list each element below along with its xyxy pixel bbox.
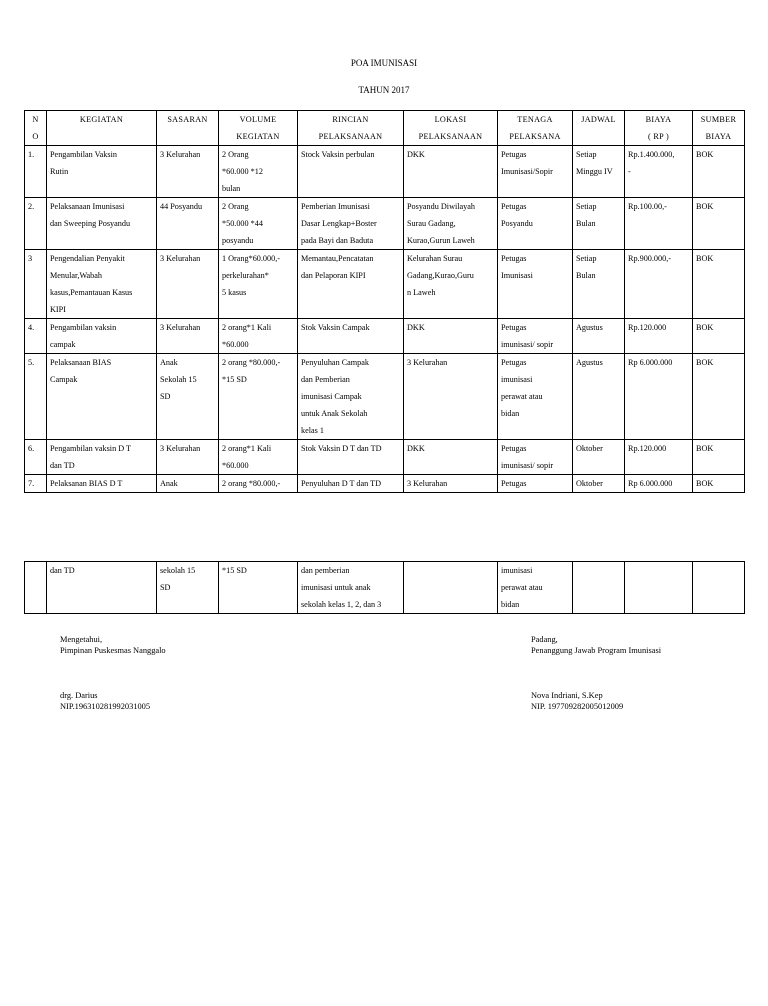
- table-row: [25, 319, 745, 354]
- table-cell: Petugas Posyandu: [498, 198, 573, 250]
- table-cell: Oktober: [573, 440, 625, 475]
- table-cell: Rp 6.000.000: [625, 354, 693, 440]
- table-cell: Petugas imunisasi/ sopir: [498, 440, 573, 475]
- cell: *15 SD: [219, 562, 298, 614]
- approval-position: Pimpinan Puskesmas Nanggalo: [60, 646, 166, 655]
- table-cell: Agustus: [573, 319, 625, 354]
- document-title: POA IMUNISASI: [350, 58, 418, 68]
- table-cell: 2 orang *80.000,- *15 SD: [219, 354, 298, 440]
- table-cell: Petugas Imunisasi/Sopir: [498, 146, 573, 198]
- table-cell: Petugas imunisasi/ sopir: [498, 319, 573, 354]
- table-cell: 1 Orang*60.000,- perkelurahan* 5 kasus: [219, 250, 298, 319]
- header-kegiatan: KEGIATAN: [47, 111, 157, 146]
- table-cell: 44 Posyandu: [157, 198, 219, 250]
- table-cell: Anak: [157, 475, 219, 493]
- approval-label: Mengetahui,: [60, 635, 103, 644]
- table-cell: Stock Vaksin perbulan: [298, 146, 404, 198]
- table-cell: BOK: [693, 319, 745, 354]
- cell: [573, 562, 625, 614]
- table-cell: Pengambilan vaksin campak: [47, 319, 157, 354]
- table-cell: Pelaksanaan Imunisasi dan Sweeping Posyandu: [47, 198, 157, 250]
- table-cell: Agustus: [573, 354, 625, 440]
- header-sasaran: SASARAN: [157, 111, 219, 146]
- table-cell: Anak Sekolah 15 SD: [157, 354, 219, 440]
- table-cell: 2 orang*1 Kali *60.000: [219, 319, 298, 354]
- table-row: [25, 250, 745, 319]
- table-row-continuation: [25, 562, 745, 614]
- table-row: [25, 440, 745, 475]
- table-cell: Kelurahan Surau Gadang,Kurao,Guru n Laweh: [404, 250, 498, 319]
- responsible-nip: NIP. 197709282005012009: [531, 702, 624, 711]
- table-cell: BOK: [693, 198, 745, 250]
- table-cell: Setiap Minggu IV: [573, 146, 625, 198]
- table-cell: 3 Kelurahan: [404, 354, 498, 440]
- table-cell: 2 orang*1 Kali *60.000: [219, 440, 298, 475]
- table-cell: Pengambilan Vaksin Rutin: [47, 146, 157, 198]
- table-cell: 2 Orang *50.000 *44 posyandu: [219, 198, 298, 250]
- table-cell: DKK: [404, 440, 498, 475]
- cell: dan TD: [47, 562, 157, 614]
- table-cell: Penyuluhan Campak dan Pemberian imunisasi Campak untuk Anak Sekolah kelas 1: [298, 354, 404, 440]
- poa-table: [24, 110, 745, 493]
- table-cell: Petugas imunisasi perawat atau bidan: [498, 354, 573, 440]
- table-cell: Pengambilan vaksin D T dan TD: [47, 440, 157, 475]
- table-cell: 5.: [25, 354, 47, 440]
- table-row: [25, 354, 745, 440]
- header-no: N O: [25, 111, 47, 146]
- table-cell: Oktober: [573, 475, 625, 493]
- table-cell: 4.: [25, 319, 47, 354]
- table-cell: BOK: [693, 354, 745, 440]
- table-cell: 2 orang *80.000,-: [219, 475, 298, 493]
- document-year: TAHUN 2017: [358, 85, 410, 95]
- table-cell: 1.: [25, 146, 47, 198]
- table-cell: Rp.900.000,-: [625, 250, 693, 319]
- table-cell: 3 Kelurahan: [157, 319, 219, 354]
- table-cell: 2.: [25, 198, 47, 250]
- table-cell: Pemberian Imunisasi Dasar Lengkap+Boster pada Bayi dan Baduta: [298, 198, 404, 250]
- table-cell: Pengendalian Penyakit Menular,Wabah kasus,Pemantauan Kasus KIPI: [47, 250, 157, 319]
- table-cell: DKK: [404, 146, 498, 198]
- approval-block: [60, 634, 166, 656]
- table-cell: 3 Kelurahan: [404, 475, 498, 493]
- table-cell: 3: [25, 250, 47, 319]
- cell: [25, 562, 47, 614]
- cell: imunisasi perawat atau bidan: [498, 562, 573, 614]
- approver-nip: NIP.196310281992031005: [60, 702, 151, 711]
- table-cell: Setiap Bulan: [573, 250, 625, 319]
- responsible-signer-block: [531, 690, 623, 712]
- cell: sekolah 15 SD: [157, 562, 219, 614]
- table-cell: Petugas: [498, 475, 573, 493]
- table-header-row: [25, 111, 745, 146]
- table-cell: Rp.1.400.000, -: [625, 146, 693, 198]
- cell: [693, 562, 745, 614]
- cell: dan pemberian imunisasi untuk anak sekolah kelas 1, 2, dan 3: [298, 562, 404, 614]
- table-cell: Pelaksanan BIAS D T: [47, 475, 157, 493]
- table-cell: 3 Kelurahan: [157, 146, 219, 198]
- place-label: Padang,: [531, 635, 558, 644]
- table-cell: 7.: [25, 475, 47, 493]
- table-body: [25, 146, 745, 493]
- header-biaya: BIAYA ( RP ): [625, 111, 693, 146]
- cell: [625, 562, 693, 614]
- table-cell: 3 Kelurahan: [157, 250, 219, 319]
- table-cell: Rp 6.000.000: [625, 475, 693, 493]
- table-row: [25, 198, 745, 250]
- table-cell: Stok Vaksin D T dan TD: [298, 440, 404, 475]
- header-jadwal: JADWAL: [573, 111, 625, 146]
- approver-name: drg. Darius: [60, 691, 98, 700]
- table-cell: BOK: [693, 475, 745, 493]
- table-cell: Setiap Bulan: [573, 198, 625, 250]
- table-cell: DKK: [404, 319, 498, 354]
- header-volume: VOLUME KEGIATAN: [219, 111, 298, 146]
- table-cell: Pelaksanaan BIAS Campak: [47, 354, 157, 440]
- table-cell: BOK: [693, 440, 745, 475]
- table-cell: Rp.120.000: [625, 440, 693, 475]
- responsible-position: Penanggung Jawab Program Imunisasi: [531, 646, 662, 655]
- responsible-name: Nova Indriani, S.Kep: [531, 691, 603, 700]
- header-tenaga: TENAGA PELAKSANA: [498, 111, 573, 146]
- table-cell: BOK: [693, 146, 745, 198]
- approver-block: [60, 690, 150, 712]
- table-cell: 2 Orang *60.000 *12 bulan: [219, 146, 298, 198]
- table-cell: Memantau,Pencatatan dan Pelaporan KIPI: [298, 250, 404, 319]
- header-sumber: SUMBER BIAYA: [693, 111, 745, 146]
- table-cell: BOK: [693, 250, 745, 319]
- table-cell: Stok Vaksin Campak: [298, 319, 404, 354]
- header-rincian: RINCIAN PELAKSANAAN: [298, 111, 404, 146]
- cell: [404, 562, 498, 614]
- header-lokasi: LOKASI PELAKSANAAN: [404, 111, 498, 146]
- table-cell: Posyandu Diwilayah Surau Gadang, Kurao,Gurun Laweh: [404, 198, 498, 250]
- table-cell: 6.: [25, 440, 47, 475]
- table-cell: 3 Kelurahan: [157, 440, 219, 475]
- table-cell: Rp.100.00,-: [625, 198, 693, 250]
- table-row: [25, 146, 745, 198]
- responsible-block: [531, 634, 661, 656]
- table-cell: Rp.120.000: [625, 319, 693, 354]
- table-cell: Penyuluhan D T dan TD: [298, 475, 404, 493]
- table-row: [25, 475, 745, 493]
- poa-table-continuation: [24, 561, 745, 614]
- table-cell: Petugas Imunisasi: [498, 250, 573, 319]
